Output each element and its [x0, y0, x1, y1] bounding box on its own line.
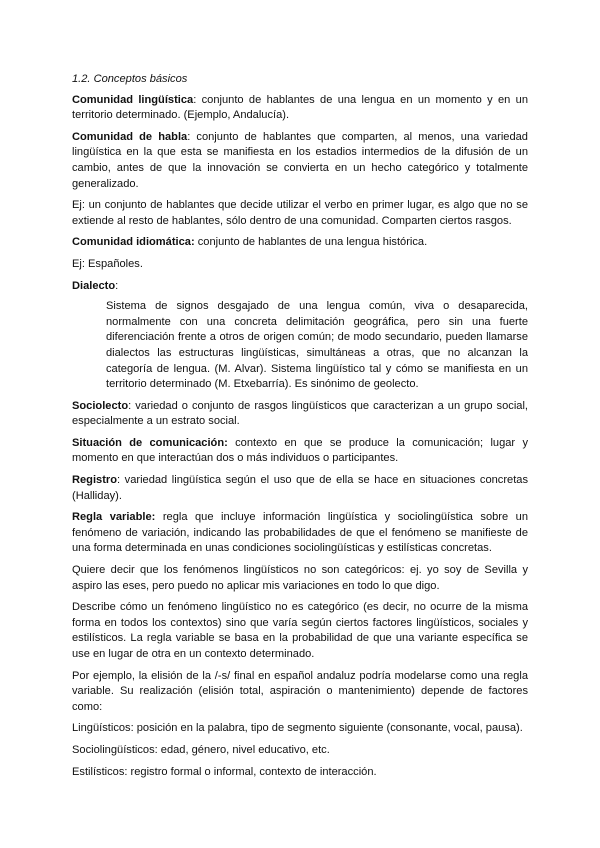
- factor-estilisticos: Estilísticos: registro formal o informal, contexto de interacción.: [72, 765, 377, 778]
- term-label: Sociolecto: [72, 399, 129, 412]
- definition-text: : variedad o conjunto de rasgos lingüísticos que caracterizan a un grupo social, especialmente a un estrato social.: [72, 399, 528, 428]
- definition-comunidad-linguistica: [72, 93, 528, 124]
- definition-situacion-comunicacion: [72, 436, 528, 467]
- paragraph-por-ejemplo: Por ejemplo, la elisión de la /-s/ final en español andaluz podría modelarse como una regla variable. Su realización (elisión total, aspiración o mantenimiento) depende de factores como:: [72, 669, 528, 713]
- dialecto-definition-quote: Sistema de signos desgajado de una lengua común, viva o desaparecida, normalmente con una concreta delimitación geográfica, pero sin una fuerte diferenciación frente a otros de origen común; de modo secundario, pueden llamarse dialectos las estructuras lingüísticas, simultáneas a otras, que no alcanzan la categoría de lengua. (M. Alvar). Sistema lingüístico tal y cómo se manifiesta en un territorio determinado (M. Etxebarría). Es sinónimo de geolecto.: [106, 300, 528, 391]
- definition-dialecto: [72, 279, 528, 295]
- definition-text: :: [115, 279, 119, 292]
- definition-comunidad-idiomatica: [72, 235, 528, 251]
- definition-text: contexto en que se produce la comunicación; lugar y momento en que interactúan dos o más individuos o participantes.: [72, 436, 528, 465]
- definition-text: : conjunto de hablantes que comparten, al menos, una variedad lingüística en la que esta se manifiesta en los estadios intermedios de la difusión de un cambio, antes de que la innovación se convierta en un hecho categórico y totalmente generalizado.: [72, 130, 528, 190]
- definition-comunidad-habla: [72, 130, 528, 192]
- term-label: Registro: [72, 474, 117, 487]
- example-comunidad-habla: Ej: un conjunto de hablantes que decide utilizar el verbo en primer lugar, es algo que no se extiende al resto de hablantes, sólo dentro de una comunidad. Comparten ciertos rasgos.: [72, 199, 528, 227]
- example-comunidad-idiomatica: Ej: Españoles.: [72, 257, 143, 270]
- paragraph-quiere-decir: Quiere decir que los fenómenos lingüísticos no son categóricos: ej. yo soy de Sevilla y aspiro las eses, pero puedo no aplicar mis variaciones en todo lo que digo.: [72, 564, 528, 592]
- definition-registro: [72, 473, 528, 504]
- term-label: Dialecto: [72, 279, 116, 292]
- term-label: Comunidad idiomática:: [72, 236, 195, 249]
- definition-text: conjunto de hablantes de una lengua histórica.: [194, 236, 428, 249]
- definition-regla-variable: [72, 510, 528, 557]
- section-title: 1.2. Conceptos básicos: [72, 73, 188, 85]
- factor-linguisticos: Lingüísticos: posición en la palabra, tipo de segmento siguiente (consonante, vocal, pausa).: [72, 722, 523, 735]
- term-label: Regla variable:: [72, 511, 156, 524]
- definition-text: : conjunto de hablantes de una lengua en un momento y en un territorio determinado. (Ejemplo, Andalucía).: [72, 93, 528, 122]
- factor-sociolinguisticos: Sociolingüísticos: edad, género, nivel educativo, etc.: [72, 743, 330, 756]
- term-label: Comunidad lingüística: [72, 93, 194, 106]
- definition-text: : variedad lingüística según el uso que de ella se hace en situaciones concretas (Halliday).: [72, 474, 528, 502]
- paragraph-describe: Describe cómo un fenómeno lingüístico no es categórico (es decir, no ocurre de la misma forma en todos los contextos) sino que varía según ciertos factores lingüísticos, sociales y estilísticos. La regla variable se basa en la probabilidad de que una variante específica se use en lugar de otra en un contexto determinado.: [72, 601, 528, 660]
- term-label: Situación de comunicación:: [72, 436, 228, 449]
- term-label: Comunidad de habla: [72, 130, 188, 143]
- definition-text: regla que incluye información lingüística y sociolingüística sobre un fenómeno de variación, indicando las probabilidades de que el fenómeno se manifieste de una forma determinada en unas condiciones sociolingüísticas y estilísticas concretas.: [72, 511, 528, 555]
- definition-sociolecto: [72, 399, 528, 430]
